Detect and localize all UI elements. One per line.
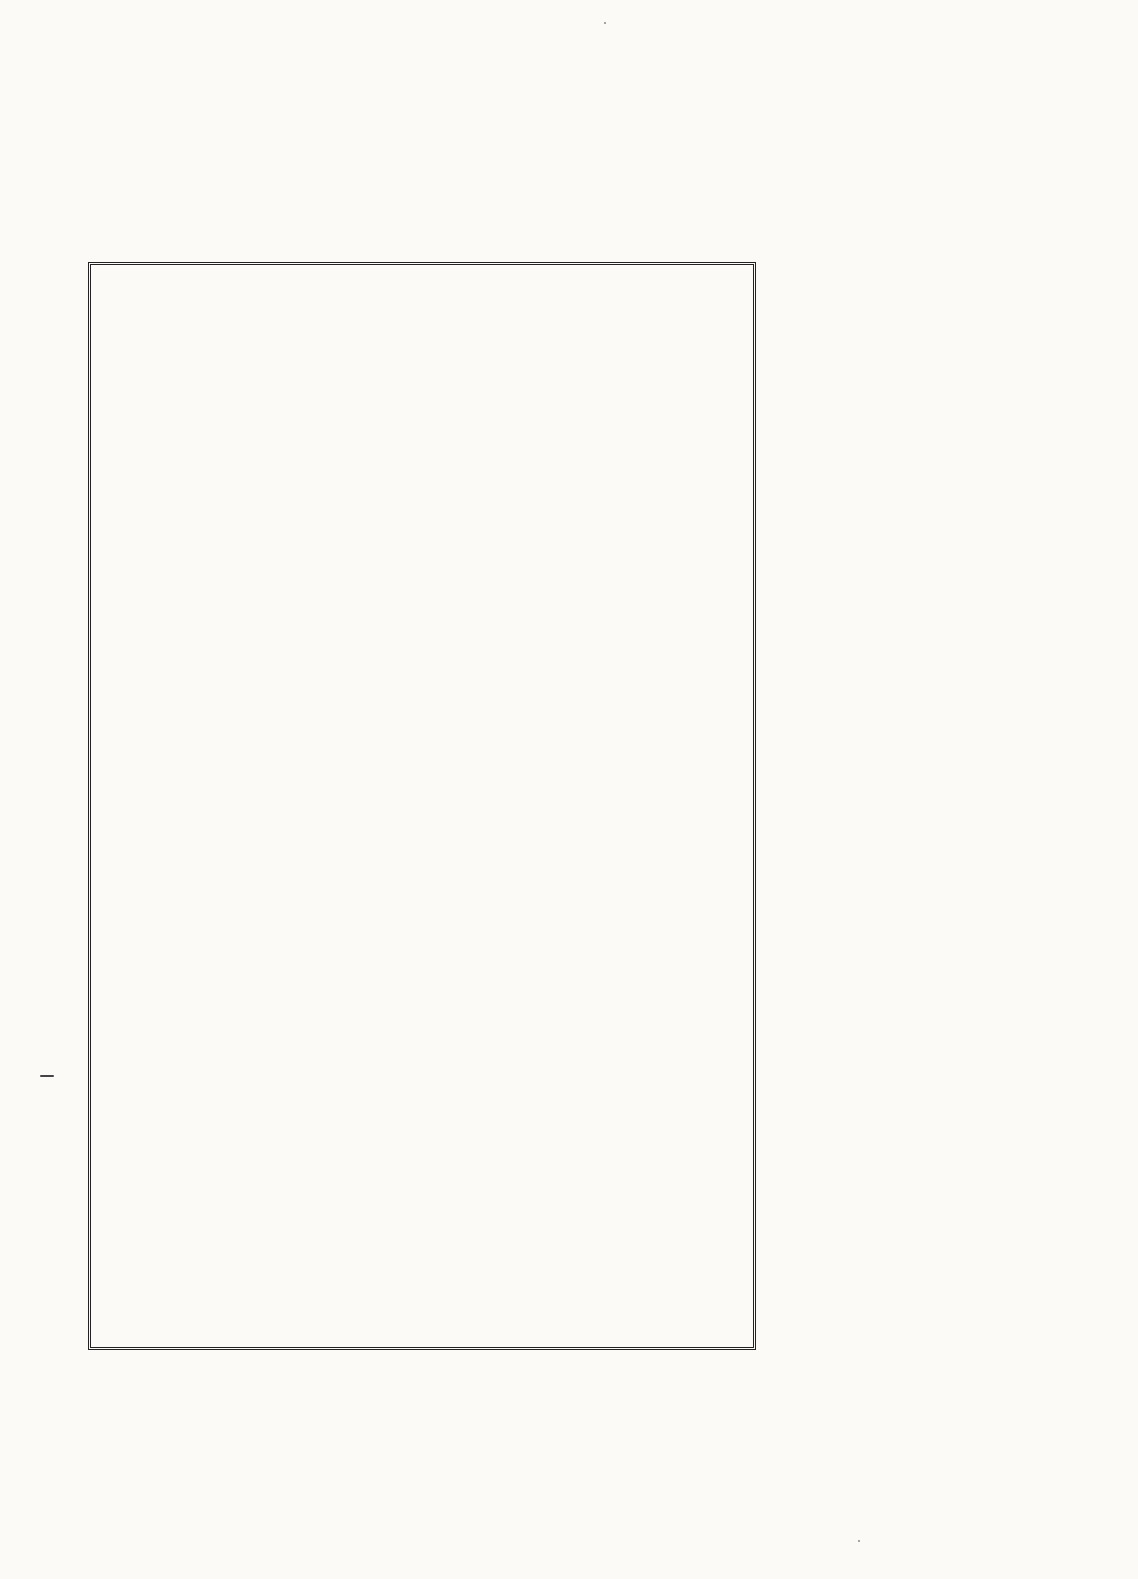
- margin-mark: [40, 1075, 54, 1077]
- speck: [604, 22, 606, 24]
- speck: [858, 1540, 860, 1542]
- boxed-commentary: [88, 262, 756, 1350]
